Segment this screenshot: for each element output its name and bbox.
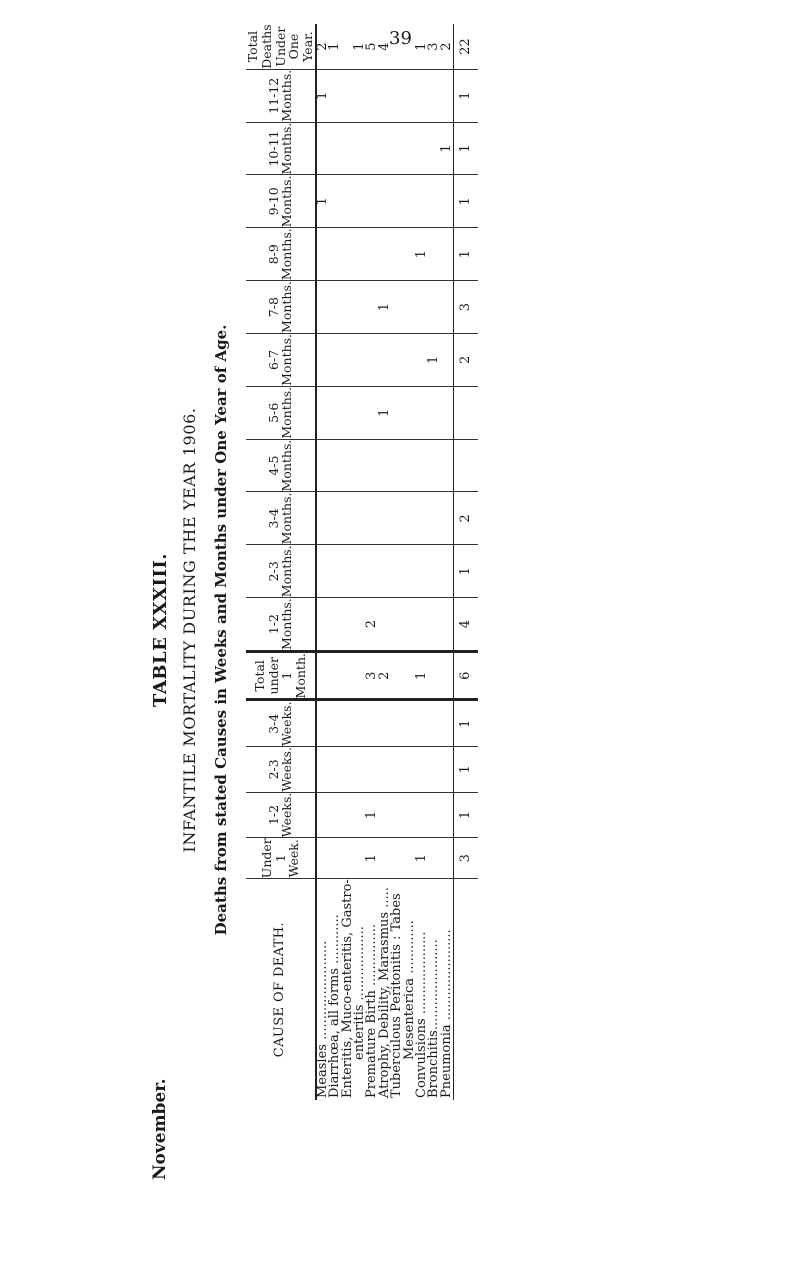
table-cell (316, 792, 329, 838)
table-cell (391, 333, 403, 386)
table-cell (316, 652, 329, 700)
table-cell (404, 122, 416, 175)
table-row (441, 24, 454, 1100)
table-cell (391, 700, 403, 747)
table-cell (316, 747, 329, 793)
table-cell (329, 175, 341, 228)
table-cell (329, 386, 341, 439)
cause-of-death: enteritis .................. (354, 879, 366, 1100)
total-cell: 2 (454, 492, 479, 545)
table-cell (354, 333, 366, 386)
table-cell (404, 69, 416, 122)
table-cell (342, 281, 354, 334)
header-3-4-weeks: 3-4 Weeks. (246, 700, 316, 747)
header-10-11-months: 10-11 Months. (246, 122, 316, 175)
table-cell (366, 439, 378, 492)
table-cell (404, 598, 416, 652)
table-cell (404, 333, 416, 386)
table-cell (329, 492, 341, 545)
table-cell (404, 700, 416, 747)
total-cell: 1 (454, 175, 479, 228)
table-cell (416, 747, 428, 793)
table-cell (404, 386, 416, 439)
table-cell: 5 (366, 24, 378, 69)
table-cell (391, 545, 403, 598)
table-cell (428, 747, 440, 793)
table-cell (329, 122, 341, 175)
table-cell (379, 747, 391, 793)
total-cell (454, 386, 479, 439)
table-cell: 1 (416, 228, 428, 281)
table-cell (316, 545, 329, 598)
table-cell (404, 175, 416, 228)
table-cell (379, 545, 391, 598)
table-cell (416, 598, 428, 652)
table-cell (428, 792, 440, 838)
table-cell (441, 838, 454, 879)
table-cell: 2 (379, 652, 391, 700)
table-cell (316, 386, 329, 439)
table-subtitle: Deaths from stated Causes in Weeks and Months under One Year of Age. (212, 324, 230, 936)
table-cell (329, 792, 341, 838)
header-2-3-months: 2-3 Months. (246, 545, 316, 598)
table-cell (379, 175, 391, 228)
table-cell (391, 838, 403, 879)
table-cell (441, 545, 454, 598)
total-cell: 3 (454, 281, 479, 334)
table-cell (354, 492, 366, 545)
table-cell (354, 545, 366, 598)
table-cell (366, 228, 378, 281)
table-cell (329, 747, 341, 793)
table-cell: 1 (354, 24, 366, 69)
table-cell (329, 69, 341, 122)
total-cell: 6 (454, 652, 479, 700)
table-cell (316, 333, 329, 386)
table-cell (428, 652, 440, 700)
table-cell (416, 122, 428, 175)
table-cell (366, 333, 378, 386)
table-cell (391, 175, 403, 228)
table-cell (441, 228, 454, 281)
table-cell: 1 (428, 333, 440, 386)
table-cell (379, 700, 391, 747)
table-cell (342, 122, 354, 175)
table-cell (391, 24, 403, 69)
table-cell (428, 228, 440, 281)
cause-of-death: Tuberculous Peritonitis : Tabes (391, 879, 403, 1100)
table-cell (354, 69, 366, 122)
table-cell (354, 386, 366, 439)
table-cell (329, 652, 341, 700)
table-cell: 1 (416, 838, 428, 879)
header-11-12-months: 11-12 Months. (246, 69, 316, 122)
table-cell: 4 (379, 24, 391, 69)
table-cell (316, 228, 329, 281)
table-cell (342, 228, 354, 281)
table-cell (342, 700, 354, 747)
header-5-6-months: 5-6 Months. (246, 386, 316, 439)
table-cell (391, 281, 403, 334)
table-cell (428, 492, 440, 545)
table-cell (379, 333, 391, 386)
table-cell (404, 492, 416, 545)
table-cell: 1 (366, 792, 378, 838)
table-cell (391, 792, 403, 838)
table-cell: 2 (366, 598, 378, 652)
table-cell (441, 175, 454, 228)
table-cell (416, 175, 428, 228)
table-cell (441, 492, 454, 545)
table-cell (441, 386, 454, 439)
totals-label (454, 879, 479, 1100)
cause-of-death: Bronchitis...................... (428, 879, 440, 1100)
table-cell (404, 439, 416, 492)
cause-of-death: Atrophy, Debility, Marasmus ..... (379, 879, 391, 1100)
table-cell (329, 838, 341, 879)
header-6-7-months: 6-7 Months. (246, 333, 316, 386)
table-cell (404, 792, 416, 838)
table-cell: 1 (316, 69, 329, 122)
table-cell (441, 281, 454, 334)
table-cell (391, 386, 403, 439)
table-cell (342, 175, 354, 228)
table-cell (329, 700, 341, 747)
table-cell (316, 492, 329, 545)
table-cell (441, 598, 454, 652)
cause-of-death: Pneumonia ...................... (441, 879, 454, 1100)
table-cell (342, 439, 354, 492)
table-cell (354, 281, 366, 334)
table-cell (316, 598, 329, 652)
table-cell (354, 175, 366, 228)
header-9-10-months: 9-10 Months. (246, 175, 316, 228)
table-cell (416, 439, 428, 492)
total-cell: 4 (454, 598, 479, 652)
table-cell (354, 228, 366, 281)
table-cell: 1 (441, 122, 454, 175)
table-cell (316, 439, 329, 492)
total-cell: 3 (454, 838, 479, 879)
table-cell (379, 838, 391, 879)
table-cell: 2 (316, 24, 329, 69)
table-cell (441, 69, 454, 122)
table-cell: 3 (366, 652, 378, 700)
table-cell (441, 700, 454, 747)
cause-of-death: Convulsions .................... (416, 879, 428, 1100)
table-cell (428, 175, 440, 228)
total-cell: 2 (454, 333, 479, 386)
totals-row (454, 24, 479, 1100)
header-under-1-week: Under 1 Week. (246, 838, 316, 879)
table-cell (342, 652, 354, 700)
cause-of-death: Mesenterica ............. (404, 879, 416, 1100)
table-cell (316, 122, 329, 175)
total-cell: 1 (454, 792, 479, 838)
table-cell (342, 386, 354, 439)
table-cell (354, 439, 366, 492)
table-cell (342, 838, 354, 879)
total-cell: 1 (454, 69, 479, 122)
table-cell (329, 281, 341, 334)
cause-of-death: Premature Birth ............... (366, 879, 378, 1100)
table-cell: 1 (366, 838, 378, 879)
table-cell (342, 492, 354, 545)
table-cell (404, 281, 416, 334)
table-cell (428, 700, 440, 747)
cause-of-death: Enteritis, Muco-enteritis, Gastro- (339, 879, 355, 1098)
table-cell (441, 652, 454, 700)
table-cell (391, 652, 403, 700)
header-4-5-months: 4-5 Months. (246, 439, 316, 492)
table-cell (379, 439, 391, 492)
table-cell (416, 792, 428, 838)
table-cell: 1 (416, 652, 428, 700)
table-cell (416, 545, 428, 598)
table-body (316, 24, 478, 1100)
table-cell (391, 439, 403, 492)
table-cell (416, 386, 428, 439)
table-cell (342, 545, 354, 598)
table-cell (329, 333, 341, 386)
table-cell (342, 747, 354, 793)
table-cell (428, 545, 440, 598)
header-total-under-1-month: Total under 1 Month. (246, 652, 316, 700)
table-cell (366, 545, 378, 598)
month-label: November. (150, 1078, 170, 1180)
table-cell (391, 747, 403, 793)
total-cell: 1 (454, 700, 479, 747)
total-cell (454, 439, 479, 492)
table-cell (329, 439, 341, 492)
table-cell (441, 747, 454, 793)
table-cell (366, 175, 378, 228)
table-cell (316, 281, 329, 334)
table-cell (428, 439, 440, 492)
table-cell (428, 386, 440, 439)
table-cell (366, 747, 378, 793)
mortality-table (246, 24, 478, 1100)
total-cell: 1 (454, 122, 479, 175)
table-title: INFANTILE MORTALITY DURING THE YEAR 1906. (180, 407, 199, 853)
table-cell (379, 122, 391, 175)
table-cell (316, 838, 329, 879)
table-cell (416, 700, 428, 747)
header-7-8-months: 7-8 Months. (246, 281, 316, 334)
table-cell (342, 333, 354, 386)
table-label: TABLE XXXIII. (150, 552, 171, 708)
table-cell (329, 598, 341, 652)
header-3-4-months: 3-4 Months. (246, 492, 316, 545)
table-cell (354, 122, 366, 175)
header-8-9-months: 8-9 Months. (246, 228, 316, 281)
cause-of-death: Diarrhœa, all forms ............ (329, 879, 341, 1100)
table-cell (366, 122, 378, 175)
total-cell: 1 (454, 747, 479, 793)
header-1-2-months: 1-2 Months. (246, 598, 316, 652)
total-cell: 22 (454, 24, 479, 69)
table-cell (391, 122, 403, 175)
table-cell (416, 281, 428, 334)
table-cell: 1 (379, 281, 391, 334)
table-cell (428, 281, 440, 334)
header-row (246, 24, 316, 1100)
table-cell (441, 439, 454, 492)
table-cell (379, 492, 391, 545)
table-cell (354, 700, 366, 747)
table-cell (329, 545, 341, 598)
table-cell (329, 228, 341, 281)
cause-of-death: Measles ........................ (316, 879, 329, 1100)
table-cell (379, 228, 391, 281)
table-cell (342, 598, 354, 652)
table-cell (441, 792, 454, 838)
table-cell (342, 792, 354, 838)
table-cell: 1 (379, 386, 391, 439)
header-2-3-weeks: 2-3 Weeks. (246, 747, 316, 793)
header-1-2-weeks: 1-2 Weeks. (246, 792, 316, 838)
table-cell: 1 (316, 175, 329, 228)
table-cell (342, 69, 354, 122)
total-cell: 1 (454, 545, 479, 598)
table-cell: 3 (428, 24, 440, 69)
table-cell (391, 598, 403, 652)
table-cell: 2 (441, 24, 454, 69)
table-cell (416, 69, 428, 122)
table-cell (428, 838, 440, 879)
table-cell (379, 598, 391, 652)
header-total-deaths: Total Deaths Under One Year. (245, 24, 315, 69)
table-cell (404, 747, 416, 793)
table-cell (366, 492, 378, 545)
table-cell (316, 700, 329, 747)
table-cell (379, 792, 391, 838)
table-cell (391, 228, 403, 281)
total-cell: 1 (454, 228, 479, 281)
table-cell (441, 333, 454, 386)
header-cause: CAUSE OF DEATH. (246, 879, 316, 1100)
table-cell: 1 (329, 24, 341, 69)
table-cell (428, 69, 440, 122)
table-cell (404, 545, 416, 598)
table-cell: 1 (416, 24, 428, 69)
table-cell (366, 700, 378, 747)
table-cell (416, 492, 428, 545)
table-cell (391, 492, 403, 545)
table-cell (354, 747, 366, 793)
table-cell (379, 69, 391, 122)
table-cell (366, 69, 378, 122)
table-cell (428, 598, 440, 652)
table-cell (391, 69, 403, 122)
page-number: 39 (389, 28, 412, 49)
